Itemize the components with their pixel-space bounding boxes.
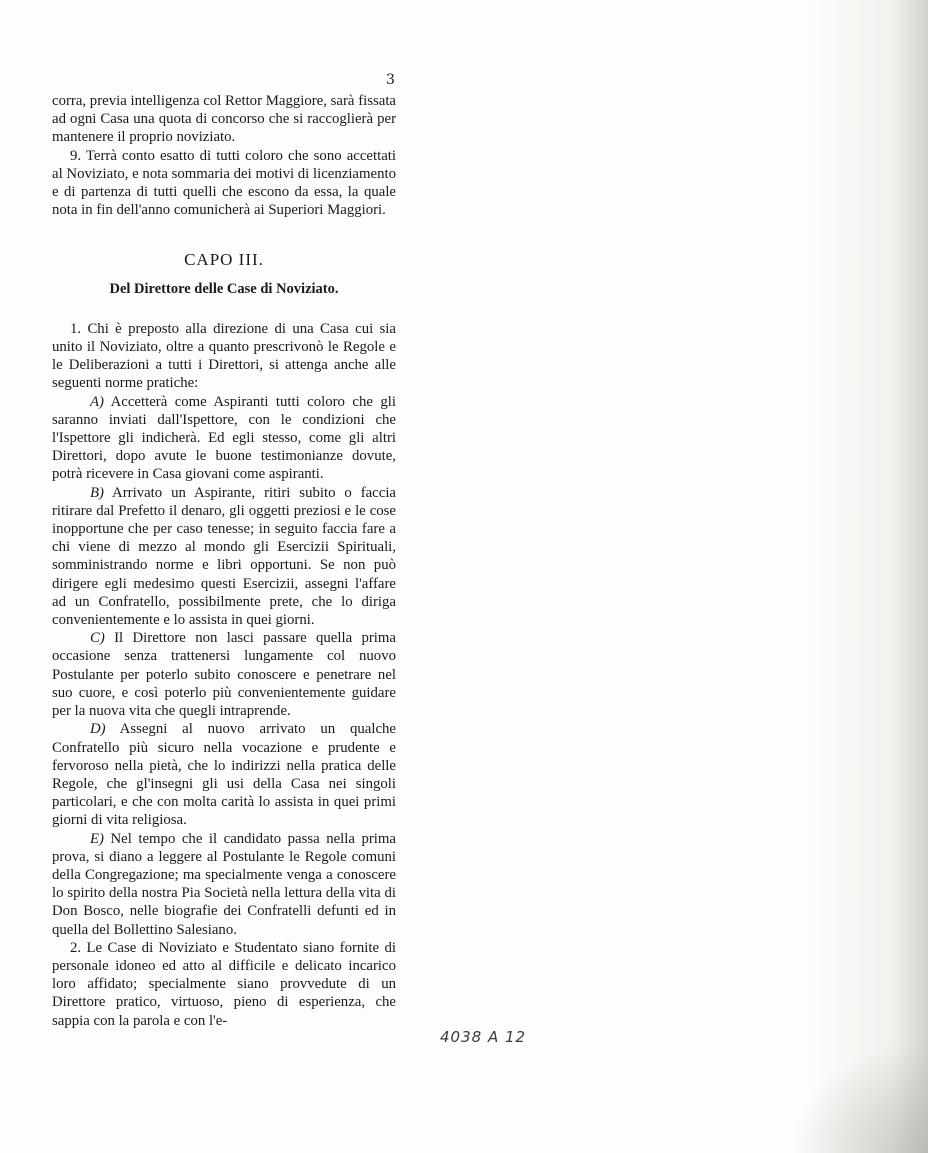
item-letter-b: B) xyxy=(90,484,104,501)
list-item-a xyxy=(52,393,396,484)
item-letter-d: D) xyxy=(90,721,106,738)
paragraph-1: 1. Chi è preposto alla direzione di una Casa cui sia unito il Noviziato, oltre a quanto prescrivonò le Regole e le Deliberazioni a tutti i Direttori, si attenga anche alle seguenti norme pratiche: xyxy=(52,320,396,392)
list-item-c xyxy=(52,629,396,720)
section-heading: Del Direttore delle Case di Noviziato. xyxy=(109,280,339,297)
list-item-e xyxy=(52,830,396,939)
item-letter-c: C) xyxy=(90,630,105,647)
item-text-c: Il Direttore non lasci passare quella prima occasione senza trattenersi lungamente col nuovo Postulante per poterlo subito conoscere e penetrare nel suo cuore, e così poterlo più convenientemente guidare per la nuova vita che quegli intraprende. xyxy=(52,630,396,720)
list-item-d xyxy=(52,720,396,829)
page-edge-shadow xyxy=(808,0,928,1153)
handwritten-margin-note: 4038 A 12 xyxy=(440,1028,527,1046)
paragraph-2: 2. Le Case di Noviziato e Studentato siano fornite di personale idoneo ed atto al difficile e delicato incarico loro affidato; specialmente siano provvedute di un Direttore pratico, virtuoso, pieno di esperienza, che sappia con la parola e con l'e- xyxy=(52,939,396,1029)
item-text-a: Accetterà come Aspiranti tutti coloro che gli saranno inviati dall'Ispettore, con le condizioni che l'Ispettore gli indicherà. Ed egli stesso, come gli altri Direttori, dopo avute le buone testimonianze dovute, potrà ricevere in Casa giovani come aspiranti. xyxy=(52,393,396,483)
list-item-b xyxy=(52,484,396,630)
item-letter-e: E) xyxy=(90,830,104,847)
item-text-e: Nel tempo che il candidato passa nella prima prova, si diano a leggere al Postulante le Regole comuni della Congregazione; ma specialmente venga a conoscere lo spirito della nostra Pia Società nella lettura della vita di Don Bosco, nelle biografie dei Confratelli defunti ed in quella del Bollettino Salesiano. xyxy=(52,830,396,938)
paragraph-9: 9. Terrà conto esatto di tutti coloro che sono accettati al Noviziato, e nota sommaria dei motivi di licenziamento e di partenza di tutti quelli che escono da essa, la quale nota in fin dell'anno comunicherà ai Superiori Maggiori. xyxy=(52,147,396,219)
item-text-b: Arrivato un Aspirante, ritiri subito o faccia ritirare dal Prefetto il denaro, gli oggetti preziosi e le cose inopportune che per caso tenesse; in seguito faccia fare a chi viene di mezzo al mondo gli Esercizii Spirituali, somministrando norme e libri opportuni. Se non può dirigere egli medesimo questi Esercizii, assegni l'affare ad un Confratello, possibilmente prete, che lo diriga convenientemente e lo assista in quei giorni. xyxy=(52,484,396,629)
item-text-d: Assegni al nuovo arrivato un qualche Confratello più sicuro nella vocazione e prudente e fervoroso nella pietà, che lo indirizzi nella pratica delle Regole, che gl'insegni gli usi della Casa nei singoli particolari, e che con molta carità lo assista in quei primi giorni di vita religiosa. xyxy=(52,721,396,829)
page-number: 3 xyxy=(386,72,395,88)
scan-corner-shadow xyxy=(788,1040,928,1153)
document-body xyxy=(52,92,396,1030)
chapter-title: CAPO III. xyxy=(184,250,264,270)
paragraph-continuation: corra, previa intelligenza col Rettor Maggiore, sarà fissata ad ogni Casa una quota di concorso che si raccoglierà per mantenere il proprio noviziato. xyxy=(52,93,396,146)
item-letter-a: A) xyxy=(90,393,104,410)
